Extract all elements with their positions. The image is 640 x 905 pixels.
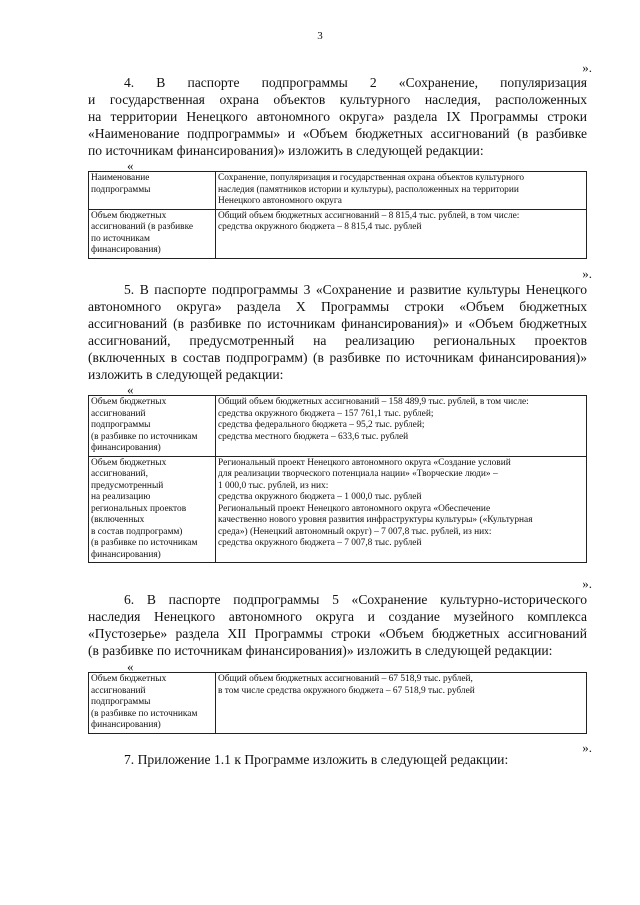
paragraph-item-5 [88,281,587,383]
cell-line: Объем бюджетных [91,674,167,684]
item5-line-1: 5. В паспорте подпрограммы 3 «Сохранение и развитие культуры Ненецкого [124,282,587,297]
item6-line-2: наследия Ненецкого автономного округа и создание музейного комплекса [88,609,587,624]
closing-quote-4: ». [582,740,592,755]
item5-line-3: ассигнований (в разбивке по источникам финансирования)» и «Объем бюджетных [88,316,587,331]
cell-line: финансирования) [91,245,161,255]
cell-line: ассигнований, [91,469,148,479]
table-cell-label [89,172,216,210]
cell-line: финансирования) [91,549,161,560]
cell-line: Объем бюджетных [91,397,167,407]
table-subprogram-5 [88,672,587,734]
table-cell-label [89,209,216,258]
item6-line-4: (в разбивке по источникам финансирования)» изложить в следующей редакции: [88,643,553,658]
cell-line: ассигнований [91,685,146,696]
cell-line: Региональный проект Ненецкого автономного округа «Обеспечение [218,503,491,514]
closing-quote-1: ». [582,60,592,75]
cell-line: (в разбивке по источникам [91,708,198,719]
cell-line: среда») (Ненецкий автономный округ) – 7 007,8 тыс. рублей, из них: [218,526,492,537]
cell-line: подпрограммы [91,420,151,430]
cell-line: средства окружного бюджета – 157 761,1 тыс. рублей; [218,408,434,419]
cell-line: (в разбивке по источникам [91,431,198,442]
item5-line-4: ассигнований, предусмотренный на реализацию региональных проектов [88,333,587,348]
cell-line: по источникам [91,233,150,244]
cell-line: средства окружного бюджета – 7 007,8 тыс. рублей [218,538,422,548]
cell-line: в состав подпрограмм) [91,526,183,537]
item7-line-1: 7. Приложение 1.1 к Программе изложить в следующей редакции: [124,752,509,767]
cell-line: на реализацию [91,492,151,502]
item5-line-6: изложить в следующей редакции: [88,367,284,382]
cell-line: Общий объем бюджетных ассигнований – 8 815,4 тыс. рублей, в том числе: [218,210,520,221]
cell-line: Сохранение, популяризация и государственная охрана объектов культурного [218,173,525,183]
item4-line-1: 4. В паспорте подпрограммы 2 «Сохранение, популяризация [124,75,587,90]
cell-line: средства федерального бюджета – 95,2 тыс. рублей; [218,420,425,430]
cell-line: средства местного бюджета – 633,6 тыс. рублей [218,431,409,442]
cell-line: средства окружного бюджета – 8 815,4 тыс. рублей [218,222,422,232]
cell-line: региональных проектов [91,503,187,514]
item4-line-3: на территории Ненецкого автономного округа» раздела IX Программы строки [88,109,587,124]
cell-line: 1 000,0 тыс. рублей, из них: [218,480,329,491]
cell-line: ассигнований (в разбивке [91,222,194,232]
paragraph-item-7 [88,751,587,768]
table-row [89,396,587,457]
cell-line: (в разбивке по источникам [91,538,198,548]
cell-line: качественно нового уровня развития инфраструктуры культуры» («Культурная [218,515,533,525]
paragraph-item-6 [88,591,587,659]
cell-line: финансирования) [91,443,161,453]
table-row [89,172,587,210]
table-cell-value [216,209,587,258]
table-cell-value [216,396,587,457]
item4-line-4: «Наименование подпрограммы» и «Объем бюджетных ассигнований (в разбивке [88,126,587,141]
table-row [89,209,587,258]
cell-line: средства окружного бюджета – 1 000,0 тыс. рублей [218,492,422,502]
item5-line-5: (включенных в состав подпрограмм) (в разбивке по источникам финансирования)» [88,350,587,365]
cell-line: Объем бюджетных [91,210,167,221]
table-cell-value [216,172,587,210]
cell-line: Общий объем бюджетных ассигнований – 158 489,9 тыс. рублей, в том числе: [218,397,529,407]
cell-line: Наименование [91,173,150,183]
cell-line: Общий объем бюджетных ассигнований – 67 518,9 тыс. рублей, [218,674,473,684]
page-number: 3 [317,30,323,42]
cell-line: Региональный проект Ненецкого автономного округа «Создание условий [218,457,511,468]
paragraph-item-4 [88,74,587,159]
cell-line: подпрограммы [91,184,151,195]
opening-quote-1: « [127,158,134,173]
table-cell-label [89,456,216,563]
cell-line: ассигнований [91,408,146,419]
table-row [89,673,587,734]
cell-line: предусмотренный [91,480,164,491]
cell-line: для реализации творческого потенциала нации» «Творческие люди» – [218,469,498,479]
closing-quote-2: ». [582,266,592,281]
table-cell-label [89,396,216,457]
cell-line: наследия (памятников истории и культуры), расположенных на территории [218,184,519,195]
table-cell-value [216,456,587,563]
cell-line: подпрограммы [91,697,151,707]
item6-line-3: «Пустозерье» раздела XII Программы строки «Объем бюджетных ассигнований [88,626,587,641]
cell-line: финансирования) [91,720,161,730]
item5-line-2: автономного округа» раздела X Программы строки «Объем бюджетных [88,299,587,314]
table-row [89,456,587,563]
table-subprogram-3 [88,395,587,563]
cell-line: в том числе средства окружного бюджета – 67 518,9 тыс. рублей [218,685,475,696]
table-subprogram-2 [88,171,587,259]
item4-line-2: и государственная охрана объектов культурного наследия, расположенных [88,92,587,107]
item4-line-5: по источникам финансирования)» изложить в следующей редакции: [88,143,484,158]
table-cell-value [216,673,587,734]
cell-line: Объем бюджетных [91,457,167,468]
closing-quote-3: ». [582,576,592,591]
opening-quote-2: « [127,382,134,397]
cell-line: (включенных [91,515,145,525]
opening-quote-3: « [127,659,134,674]
table-cell-label [89,673,216,734]
cell-line: Ненецкого автономного округа [218,196,342,206]
item6-line-1: 6. В паспорте подпрограммы 5 «Сохранение культурно-исторического [124,592,587,607]
